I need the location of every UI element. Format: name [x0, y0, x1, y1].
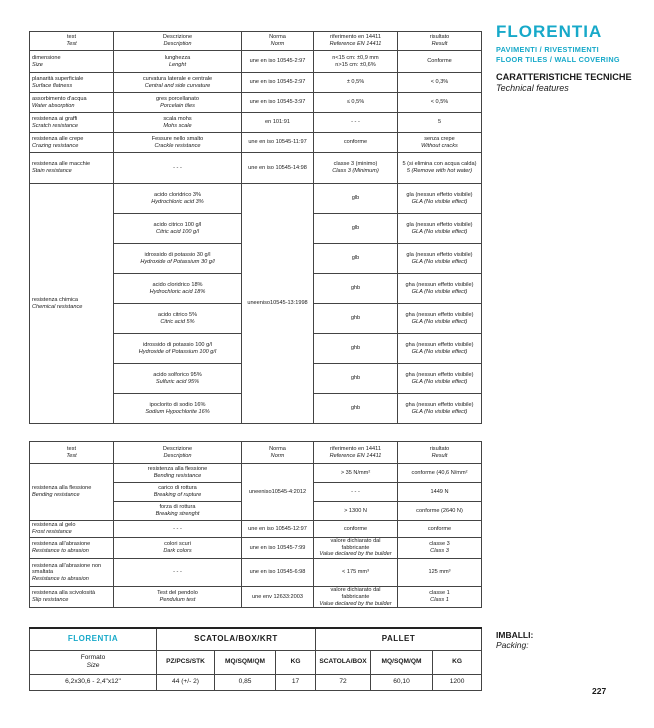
table-row: assorbimento d'acqua Water absorption gres porcellanato Porcelain tiles une en iso 10545-3:97 ≤ 0,5% < 0,5%	[30, 93, 482, 113]
table-row: dimensione Size lunghezza Lenght une en iso 10545-2:97 n<15 cm: ±0,9 mm n>15 cm: ±0,6% Conforme	[30, 51, 482, 73]
packing-table	[29, 627, 482, 691]
table-row: resistenza alle crepe Crazing resistance Fessure nello smalto Crackle resistance une en iso 10545-11:97 conforme senza crepe Without cracks	[30, 133, 482, 153]
chem-row: acido citrico 100 g/l Citric acid 100 g/l glb gla (nessun effetto visibile) GLA (No visible effect)	[30, 214, 482, 244]
packing-format-header: Formato Size	[30, 650, 157, 674]
table-row: resistenza al gelo Frost resistance - - - une en iso 10545-12:97 conforme conforme	[30, 521, 482, 538]
chem-row: acido solforico 95% Sulfuric acid 95% ghb gha (nessun effetto visibile) GLA (No visible effect)	[30, 364, 482, 394]
chem-row: idrossido di potassio 30 g/l Hydroxide of Potassium 30 g/l glb gla (nessun effetto visibile) GLA (No visible effect)	[30, 244, 482, 274]
packing-row: 6,2x30,6 - 2,4"x12" 44 (+/- 2) 0,85 17 72 60,10 1200	[30, 674, 482, 690]
chem-row: acido citrico 5% Citric acid 5% ghb gha (nessun effetto visibile) GLA (No visible effect)	[30, 304, 482, 334]
chem-row: ipoclorito di sodio 16% Sodium Hypochlorite 16% ghb gha (nessun effetto visibile) GLA (No visible effect)	[30, 394, 482, 424]
section-subtitle: Technical features	[496, 83, 569, 93]
chem-row: acido cloridrico 18% Hydrochloric acid 18% ghb gha (nessun effetto visibile) GLA (No visible effect)	[30, 274, 482, 304]
brand-line-it: PAVIMENTI / RIVESTIMENTI	[496, 45, 600, 54]
header-description: Descrizione Description	[114, 32, 242, 51]
chem-row: idrossido di potassio 100 g/l Hydroxide of Potassium 100 g/l ghb gha (nessun effetto visibile) GLA (No visible effect)	[30, 334, 482, 364]
chemical-norm: uneeniso10545-13:1998	[242, 184, 314, 424]
section-title: CARATTERISTICHE TECNICHE	[496, 72, 632, 82]
table-row: resistenza ai graffi Scratch resistance scala mohs Mohs scale en 101:91 - - - 5	[30, 113, 482, 133]
table-row: planarità superficiale Surface flatness curvatura laterale e centrale Central and side curvature une en iso 10545-2:97 ± 0,5% < 0,3%	[30, 73, 482, 93]
table-row: resistenza alla scivolosità Slip resistance Test del pendolo Pendulum test une env 12633:2003 valore dichiarato dal fabbricante Value declared by the builder classe 1 Class 1	[30, 587, 482, 608]
packing-col: KG	[276, 650, 316, 674]
table-row: resistenza alle macchie Stain resistance - - - une en iso 10545-14:98 classe 3 (minimo) Class 3 (Minimum) 5 (si elimina con acqua calda) 5 (Remove with hot water)	[30, 153, 482, 184]
header-reference: riferimento en 14411 Reference EN 14411	[314, 442, 398, 464]
packing-subtitle: Packing:	[496, 640, 529, 650]
packing-col: SCATOLA/BOX	[316, 650, 371, 674]
packing-col: KG	[433, 650, 482, 674]
packing-title: IMBALLI:	[496, 630, 534, 640]
header-result: risultato Result	[398, 442, 482, 464]
chemical-resistance-label: resistenza chimica Chemical resistance	[30, 184, 114, 424]
table-row: forza di rottura Breaking strenght > 1300 N conforme (2640 N)	[30, 502, 482, 521]
header-norm: Norma Norm	[242, 32, 314, 51]
packing-col: PZ/PCS/STK	[157, 650, 215, 674]
header-norm: Norma Norm	[242, 442, 314, 464]
bending-resistance-label: resistenza alla flessione Bending resistance	[30, 464, 114, 521]
table-row: resistenza alla flessione Bending resistance resistenza alla flessione Bending resistance uneeniso10545-4:2012 > 35 N/mm² conforme (40,6 N/mm²	[30, 464, 482, 483]
header-reference: riferimento en 14411 Reference EN 14411	[314, 32, 398, 51]
brand-line-en: FLOOR TILES / WALL COVERING	[496, 54, 620, 64]
header-test: test Test	[30, 442, 114, 464]
chem-row: resistenza chimica Chemical resistance acido cloridrico 3% Hydrochloric acid 3% uneeniso10545-13:1998 glb gla (nessun effetto visibile) GLA (No visible effect)	[30, 184, 482, 214]
packing-col: MQ/SQM/QM	[371, 650, 433, 674]
page-number: 227	[592, 686, 607, 696]
table-row: resistenza all'abrasione Resistance to abrasion colori scuri Dark colors une en iso 10545-7:99 valore dichiarato dal fabbricante Value declared by the builder classe 3 Class 3	[30, 538, 482, 559]
header-test: test Test	[30, 32, 114, 51]
packing-brand: FLORENTIA	[30, 628, 157, 650]
table-row: resistenza all'abrasione non smaltata Resistance to abrasion - - - une en iso 10545-6:98 < 175 mm³ 125 mm³	[30, 559, 482, 587]
packing-pallet-group: PALLET	[316, 628, 482, 650]
packing-box-group: SCATOLA/BOX/KRT	[157, 628, 316, 650]
header-description: Descrizione Description	[114, 442, 242, 464]
packing-col: MQ/SQM/QM	[215, 650, 276, 674]
table-row: carico di rottura Breaking of rupture - - - 1449 N	[30, 483, 482, 502]
brand-subtitle	[496, 45, 620, 65]
brand-logo: FLORENTIA	[496, 22, 603, 41]
mechanical-features-table	[29, 441, 482, 608]
header-result: risultato Result	[398, 32, 482, 51]
technical-features-table	[29, 31, 482, 424]
